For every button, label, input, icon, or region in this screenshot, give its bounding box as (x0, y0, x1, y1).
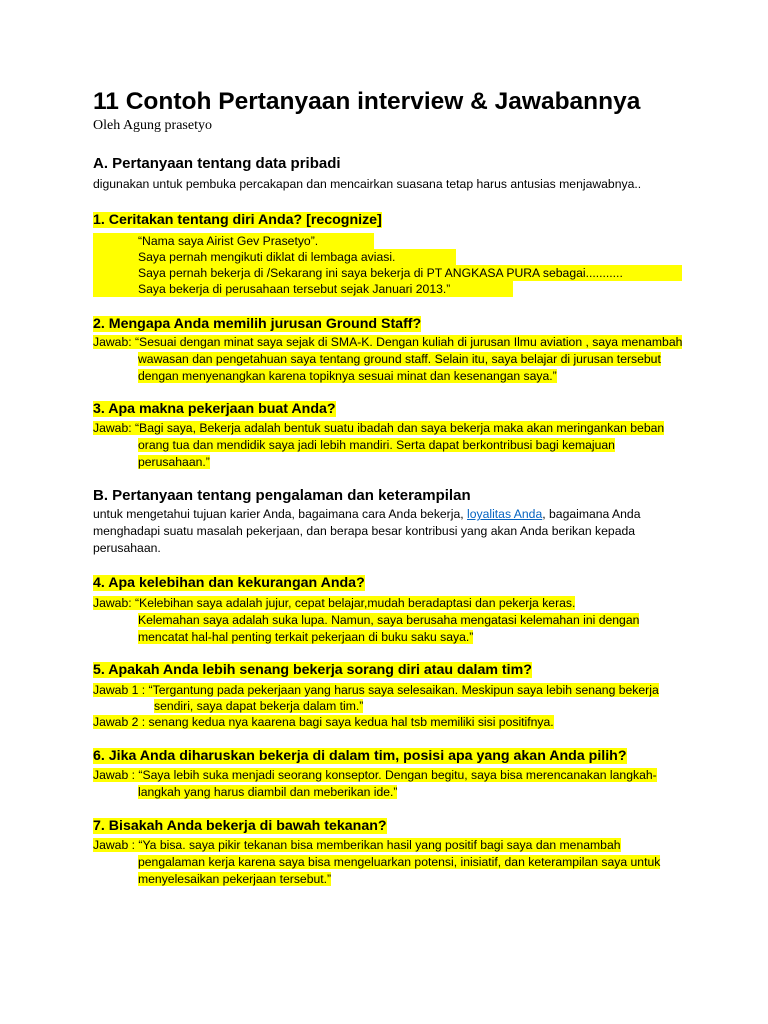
author-line: Oleh Agung prasetyo (93, 118, 212, 133)
question-3-heading-text: 3. Apa makna pekerjaan buat Anda? (93, 401, 336, 417)
answer-3-line-3 (138, 454, 210, 470)
section-b-description (93, 506, 683, 557)
answer-5-line-1 (93, 682, 659, 698)
answer-2-line-3-text: dengan menyenangkan karena topiknya sesuai minat dan kesenangan saya.” (138, 369, 557, 383)
answer-5-line-2 (154, 698, 363, 714)
answer-1-line-4: Saya bekerja di perusahaan tersebut sejak Januari 2013.” (93, 281, 513, 297)
answer-7-line-1-text: Jawab : “Ya bisa. saya pikir tekanan bisa memberikan hasil yang positif bagi saya dan menambah (93, 838, 621, 852)
answer-5-line-3 (93, 714, 554, 730)
answer-2-line-3 (138, 368, 557, 384)
question-7-heading-text: 7. Bisakah Anda bekerja di bawah tekanan? (93, 818, 387, 834)
answer-1-line-3: Saya pernah bekerja di /Sekarang ini saya bekerja di PT ANGKASA PURA sebagai........... (93, 265, 682, 281)
section-b-description-end: , bagaimana Anda menghadapi suatu masalah pekerjaan, dan berapa besar kontribusi yang akan Anda berikan kepada perusahaan. (93, 507, 641, 555)
answer-5-line-1-text: Jawab 1 : “Tergantung pada pekerjaan yang harus saya selesaikan. Meskipun saya lebih senang bekerja (93, 683, 659, 697)
answer-2-line-1 (93, 334, 682, 350)
answer-4-line-3-text: mencatat hal-hal penting terkait pekerjaan di buku saku saya.” (138, 630, 474, 644)
answer-1-line-1: “Nama saya Airist Gev Prasetyo”. (93, 233, 374, 249)
question-4-heading (93, 575, 365, 591)
answer-6-line-2-text: langkah yang harus diambil dan meberikan ide.” (138, 785, 398, 799)
answer-5-line-2-text: sendiri, saya dapat bekerja dalam tim.” (154, 699, 364, 713)
answer-4-line-2-text: Kelemahan saya adalah suka lupa. Namun, saya berusaha mengatasi kelemahan ini dengan (138, 613, 640, 627)
question-3-heading (93, 401, 336, 417)
answer-4-line-1 (93, 595, 575, 611)
answer-6-line-1 (93, 767, 657, 783)
answer-3-line-1 (93, 420, 664, 436)
answer-4-line-3 (138, 629, 473, 645)
question-5-heading (93, 662, 532, 678)
answer-7-line-2 (138, 854, 660, 870)
answer-7-line-3 (138, 871, 331, 887)
answer-6-line-2 (138, 784, 397, 800)
question-5-heading-text: 5. Apakah Anda lebih senang bekerja sorang diri atau dalam tim? (93, 662, 532, 678)
question-6-heading-text: 6. Jika Anda diharuskan bekerja di dalam tim, posisi apa yang akan Anda pilih? (93, 748, 627, 764)
question-6-heading (93, 748, 627, 764)
answer-5-line-3-text: Jawab 2 : senang kedua nya kaarena bagi saya kedua hal tsb memiliki sisi positifnya. (93, 715, 554, 729)
question-7-heading (93, 818, 387, 834)
loyalitas-link[interactable]: loyalitas Anda (467, 507, 543, 521)
answer-2-line-2-text: wawasan dan pengetahuan saya tentang ground staff. Selain itu, saya belajar di jurusan tersebut (138, 352, 661, 366)
answer-2-line-2 (138, 351, 661, 367)
answer-7-line-2-text: pengalaman kerja karena saya bisa mengeluarkan potensi, inisiatif, dan keterampilan saya untuk (138, 855, 661, 869)
question-4-heading-text: 4. Apa kelebihan dan kekurangan Anda? (93, 575, 365, 591)
question-2-heading-text: 2. Mengapa Anda memilih jurusan Ground Staff? (93, 316, 422, 332)
section-a-description: digunakan untuk pembuka percakapan dan mencairkan suasana tetap harus antusias menjawabnya.. (93, 177, 642, 191)
answer-4-line-2 (138, 612, 639, 628)
section-b-description-start: untuk mengetahui tujuan karier Anda, bagaimana cara Anda bekerja, (93, 507, 468, 521)
answer-3-line-2 (138, 437, 615, 453)
answer-2-line-1-text: Jawab: “Sesuai dengan minat saya sejak di SMA-K. Dengan kuliah di jurusan Ilmu aviation , saya menambah (93, 335, 683, 349)
section-a-heading: A. Pertanyaan tentang data pribadi (93, 155, 341, 172)
answer-7-line-3-text: menyelesaikan pekerjaan tersebut.” (138, 872, 332, 886)
question-1-heading-text: 1. Ceritakan tentang diri Anda? [recognize] (93, 212, 382, 228)
answer-7-line-1 (93, 837, 621, 853)
question-1-heading (93, 212, 382, 228)
answer-3-line-3-text: perusahaan.” (138, 455, 210, 469)
answer-3-line-1-text: Jawab: “Bagi saya, Bekerja adalah bentuk suatu ibadah dan saya bekerja maka akan meringankan beban (93, 421, 665, 435)
document-title: 11 Contoh Pertanyaan interview & Jawabannya (93, 88, 641, 115)
answer-6-line-1-text: Jawab : “Saya lebih suka menjadi seorang konseptor. Dengan begitu, saya bisa merencanakan langkah- (93, 768, 657, 782)
answer-3-line-2-text: orang tua dan mendidik saya jadi lebih mandiri. Serta dapat berkontribusi bagi kemajuan (138, 438, 615, 452)
question-2-heading (93, 316, 421, 332)
section-b-heading: B. Pertanyaan tentang pengalaman dan keterampilan (93, 487, 471, 504)
answer-1-line-2: Saya pernah mengikuti diklat di lembaga aviasi. (93, 249, 456, 265)
answer-4-line-1-text: Jawab: “Kelebihan saya adalah jujur, cepat belajar,mudah beradaptasi dan pekerja keras. (93, 596, 576, 610)
